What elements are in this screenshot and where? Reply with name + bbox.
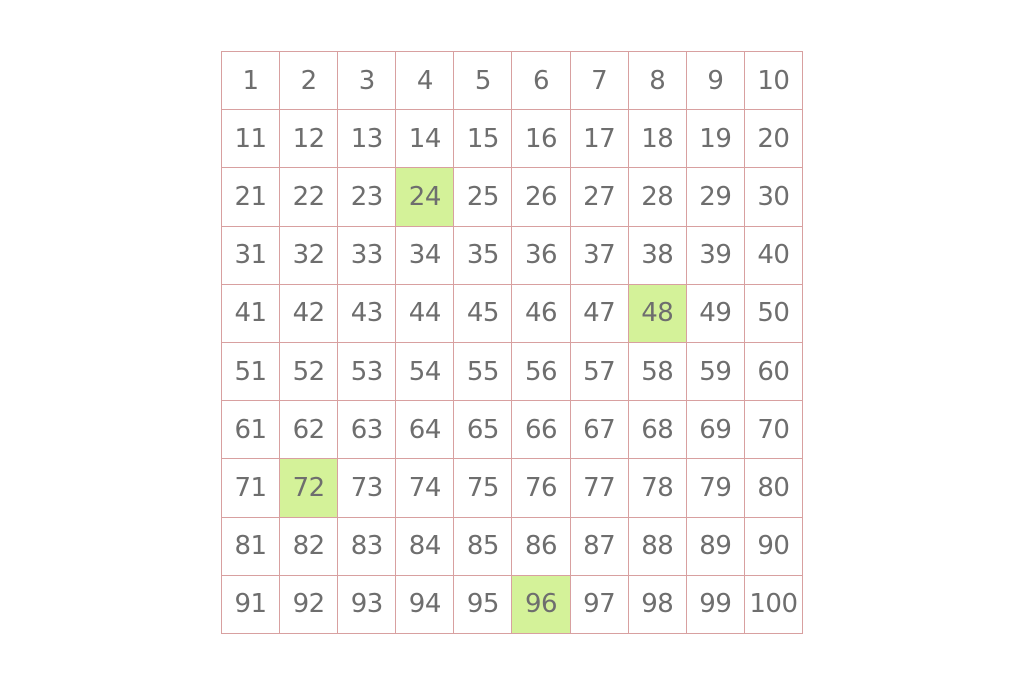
number-cell: 30 (745, 168, 803, 226)
number-cell: 3 (338, 52, 396, 110)
number-cell: 68 (629, 401, 687, 459)
number-cell: 44 (396, 285, 454, 343)
number-cell: 14 (396, 110, 454, 168)
number-cell: 73 (338, 459, 396, 517)
highlighted-number-cell: 72 (280, 459, 338, 517)
number-cell: 77 (571, 459, 629, 517)
number-cell: 42 (280, 285, 338, 343)
number-cell: 9 (687, 52, 745, 110)
number-cell: 20 (745, 110, 803, 168)
number-cell: 55 (454, 343, 512, 401)
number-cell: 7 (571, 52, 629, 110)
number-cell: 31 (222, 227, 280, 285)
number-cell: 32 (280, 227, 338, 285)
number-cell: 8 (629, 52, 687, 110)
number-cell: 53 (338, 343, 396, 401)
number-cell: 35 (454, 227, 512, 285)
number-cell: 59 (687, 343, 745, 401)
number-cell: 63 (338, 401, 396, 459)
number-cell: 83 (338, 518, 396, 576)
number-cell: 36 (512, 227, 570, 285)
number-cell: 82 (280, 518, 338, 576)
number-cell: 21 (222, 168, 280, 226)
number-cell: 15 (454, 110, 512, 168)
hundred-chart-grid (221, 51, 803, 634)
number-cell: 60 (745, 343, 803, 401)
number-cell: 74 (396, 459, 454, 517)
number-cell: 81 (222, 518, 280, 576)
number-cell: 40 (745, 227, 803, 285)
number-cell: 39 (687, 227, 745, 285)
number-cell: 41 (222, 285, 280, 343)
number-cell: 99 (687, 576, 745, 634)
number-cell: 51 (222, 343, 280, 401)
number-cell: 47 (571, 285, 629, 343)
number-cell: 2 (280, 52, 338, 110)
number-cell: 100 (745, 576, 803, 634)
number-cell: 62 (280, 401, 338, 459)
number-cell: 85 (454, 518, 512, 576)
number-cell: 13 (338, 110, 396, 168)
highlighted-number-cell: 96 (512, 576, 570, 634)
number-cell: 28 (629, 168, 687, 226)
number-cell: 52 (280, 343, 338, 401)
number-cell: 98 (629, 576, 687, 634)
number-cell: 70 (745, 401, 803, 459)
number-cell: 34 (396, 227, 454, 285)
number-cell: 57 (571, 343, 629, 401)
number-cell: 65 (454, 401, 512, 459)
number-cell: 69 (687, 401, 745, 459)
number-cell: 29 (687, 168, 745, 226)
number-cell: 78 (629, 459, 687, 517)
number-cell: 79 (687, 459, 745, 517)
number-cell: 38 (629, 227, 687, 285)
number-cell: 5 (454, 52, 512, 110)
number-cell: 86 (512, 518, 570, 576)
number-cell: 27 (571, 168, 629, 226)
number-cell: 43 (338, 285, 396, 343)
number-cell: 22 (280, 168, 338, 226)
number-cell: 58 (629, 343, 687, 401)
number-cell: 66 (512, 401, 570, 459)
highlighted-number-cell: 48 (629, 285, 687, 343)
number-cell: 54 (396, 343, 454, 401)
number-cell: 17 (571, 110, 629, 168)
number-cell: 91 (222, 576, 280, 634)
number-cell: 18 (629, 110, 687, 168)
highlighted-number-cell: 24 (396, 168, 454, 226)
number-cell: 71 (222, 459, 280, 517)
number-cell: 19 (687, 110, 745, 168)
number-cell: 33 (338, 227, 396, 285)
number-cell: 80 (745, 459, 803, 517)
number-cell: 50 (745, 285, 803, 343)
number-cell: 95 (454, 576, 512, 634)
number-cell: 4 (396, 52, 454, 110)
number-cell: 6 (512, 52, 570, 110)
number-cell: 67 (571, 401, 629, 459)
number-cell: 25 (454, 168, 512, 226)
number-cell: 94 (396, 576, 454, 634)
number-cell: 1 (222, 52, 280, 110)
number-cell: 93 (338, 576, 396, 634)
number-cell: 26 (512, 168, 570, 226)
number-cell: 76 (512, 459, 570, 517)
number-cell: 90 (745, 518, 803, 576)
number-cell: 10 (745, 52, 803, 110)
number-cell: 46 (512, 285, 570, 343)
number-cell: 37 (571, 227, 629, 285)
number-cell: 64 (396, 401, 454, 459)
number-cell: 84 (396, 518, 454, 576)
number-cell: 88 (629, 518, 687, 576)
number-cell: 61 (222, 401, 280, 459)
number-cell: 12 (280, 110, 338, 168)
number-cell: 56 (512, 343, 570, 401)
number-cell: 23 (338, 168, 396, 226)
number-cell: 97 (571, 576, 629, 634)
number-cell: 16 (512, 110, 570, 168)
number-cell: 89 (687, 518, 745, 576)
number-cell: 49 (687, 285, 745, 343)
number-cell: 45 (454, 285, 512, 343)
number-cell: 11 (222, 110, 280, 168)
number-cell: 92 (280, 576, 338, 634)
number-cell: 87 (571, 518, 629, 576)
number-cell: 75 (454, 459, 512, 517)
